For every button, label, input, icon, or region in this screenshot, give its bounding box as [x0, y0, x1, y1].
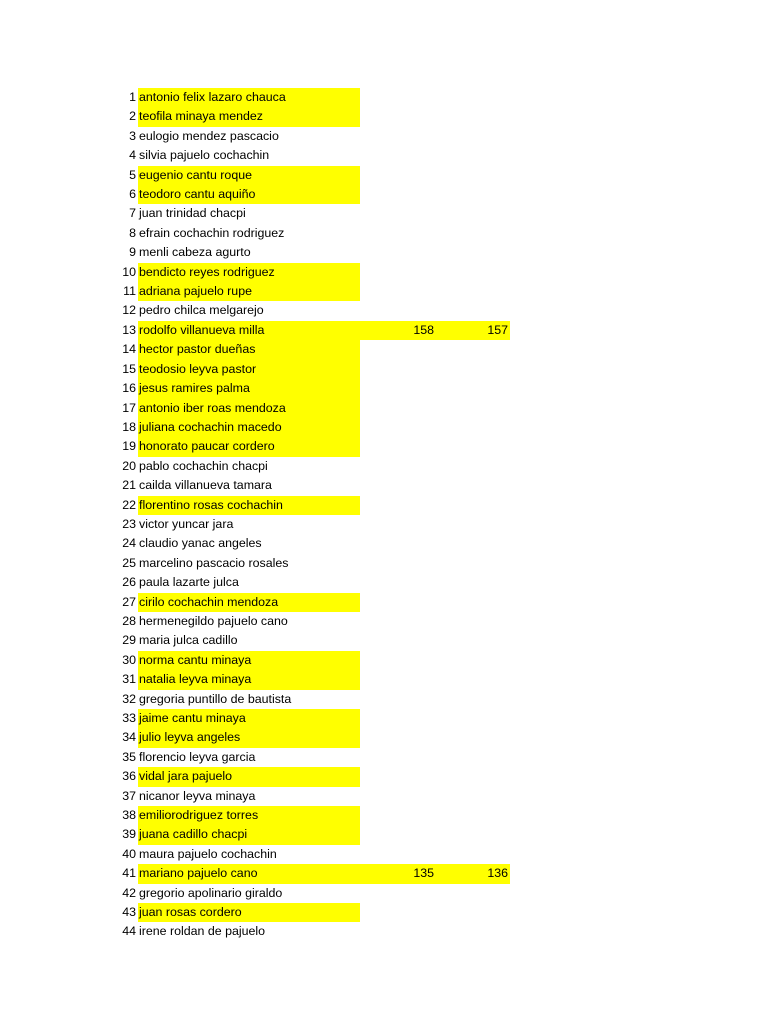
list-row	[0, 224, 768, 243]
row-name: julio leyva angeles	[138, 728, 360, 747]
list-row	[0, 690, 768, 709]
row-number: 28	[122, 613, 136, 628]
row-name: nicanor leyva minaya	[139, 788, 256, 803]
row-name: honorato paucar cordero	[138, 437, 360, 456]
row-name: juan rosas cordero	[138, 903, 360, 922]
row-name: florentino rosas cochachin	[138, 496, 360, 515]
row-number: 35	[122, 749, 136, 764]
list-row	[0, 437, 768, 456]
list-row	[0, 476, 768, 495]
list-row	[0, 166, 768, 185]
row-name: teodoro cantu aquiño	[138, 185, 360, 204]
row-number: 2	[129, 109, 136, 124]
row-number: 38	[122, 808, 136, 823]
row-number: 18	[122, 419, 136, 434]
row-name: jaime cantu minaya	[138, 709, 360, 728]
row-name: maria julca cadillo	[139, 633, 238, 648]
list-row	[0, 301, 768, 320]
row-number: 23	[122, 516, 136, 531]
row-number: 34	[122, 730, 136, 745]
row-number: 32	[122, 691, 136, 706]
list-row	[0, 263, 768, 282]
row-number: 41	[122, 866, 136, 881]
row-number: 36	[122, 769, 136, 784]
row-value-2: 157	[487, 322, 508, 337]
row-name: paula lazarte julca	[139, 575, 239, 590]
row-number: 42	[122, 885, 136, 900]
row-name: claudio yanac angeles	[139, 536, 262, 551]
row-name: cirilo cochachin mendoza	[138, 593, 360, 612]
list-row	[0, 496, 768, 515]
row-number: 21	[122, 478, 136, 493]
list-row	[0, 806, 768, 825]
list-row	[0, 593, 768, 612]
row-number: 8	[129, 225, 136, 240]
row-number: 17	[122, 400, 136, 415]
name-list	[0, 88, 768, 942]
list-row	[0, 767, 768, 786]
row-value-1: 135	[413, 866, 434, 881]
list-row	[0, 515, 768, 534]
row-name: cailda villanueva tamara	[139, 478, 272, 493]
row-name: antonio felix lazaro chauca	[138, 88, 360, 107]
row-number: 22	[122, 497, 136, 512]
row-number: 15	[122, 361, 136, 376]
row-name: jesus ramires palma	[138, 379, 360, 398]
list-row	[0, 340, 768, 359]
row-name: maura pajuelo cochachin	[139, 846, 277, 861]
list-row	[0, 88, 768, 107]
row-number: 13	[122, 322, 136, 337]
row-name: teodosio leyva pastor	[138, 360, 360, 379]
list-row	[0, 922, 768, 941]
row-name: adriana pajuelo rupe	[138, 282, 360, 301]
list-row	[0, 399, 768, 418]
list-row	[0, 573, 768, 592]
row-number: 29	[122, 633, 136, 648]
list-row	[0, 748, 768, 767]
row-name: gregoria puntillo de bautista	[139, 691, 292, 706]
list-row	[0, 185, 768, 204]
row-name: marcelino pascacio rosales	[139, 555, 289, 570]
row-name: juliana cochachin macedo	[138, 418, 360, 437]
row-name: hector pastor dueñas	[138, 340, 360, 359]
list-row	[0, 418, 768, 437]
list-row	[0, 825, 768, 844]
list-row	[0, 845, 768, 864]
list-row	[0, 379, 768, 398]
row-number: 44	[122, 924, 136, 939]
list-row	[0, 670, 768, 689]
list-row	[0, 282, 768, 301]
row-number: 37	[122, 788, 136, 803]
list-row	[0, 360, 768, 379]
row-name: eulogio mendez pascacio	[139, 128, 279, 143]
row-number: 1	[129, 90, 136, 104]
row-name: mariano pajuelo cano	[138, 864, 360, 883]
row-number: 19	[122, 439, 136, 454]
row-name: emiliorodriguez torres	[138, 806, 360, 825]
list-row	[0, 321, 768, 340]
row-number: 5	[129, 167, 136, 182]
row-number: 24	[122, 536, 136, 551]
row-name: vidal jara pajuelo	[138, 767, 360, 786]
row-value-2: 136	[487, 866, 508, 881]
row-number: 26	[122, 575, 136, 590]
row-number: 11	[123, 284, 136, 299]
list-row	[0, 534, 768, 553]
row-number: 27	[122, 594, 136, 609]
list-row	[0, 651, 768, 670]
row-number: 25	[122, 555, 136, 570]
row-number: 7	[129, 206, 136, 221]
list-row	[0, 554, 768, 573]
row-number: 9	[129, 245, 136, 260]
row-name: silvia pajuelo cochachin	[139, 148, 270, 163]
row-number: 31	[122, 672, 136, 687]
list-row	[0, 709, 768, 728]
row-name: efrain cochachin rodriguez	[139, 225, 285, 240]
row-number: 3	[129, 128, 136, 143]
list-row	[0, 457, 768, 476]
row-name: florencio leyva garcia	[139, 749, 256, 764]
row-name: natalia leyva minaya	[138, 670, 360, 689]
row-number: 10	[122, 264, 136, 279]
list-row	[0, 127, 768, 146]
row-number: 40	[122, 846, 136, 861]
row-number: 14	[122, 342, 136, 357]
list-row	[0, 903, 768, 922]
row-name: juan trinidad chacpi	[139, 206, 246, 221]
row-name: bendicto reyes rodriguez	[138, 263, 360, 282]
row-number: 33	[122, 711, 136, 725]
row-value-1: 158	[413, 322, 434, 337]
row-number: 12	[122, 303, 136, 318]
row-name: antonio iber roas mendoza	[138, 399, 360, 418]
list-row	[0, 243, 768, 262]
row-number: 16	[122, 381, 136, 396]
list-row	[0, 728, 768, 747]
row-name: victor yuncar jara	[139, 516, 234, 531]
list-row	[0, 612, 768, 631]
row-number: 39	[122, 827, 136, 842]
row-number: 20	[122, 458, 136, 473]
row-number: 6	[129, 187, 136, 202]
list-row	[0, 631, 768, 650]
list-row	[0, 787, 768, 806]
list-row	[0, 864, 768, 883]
row-name: hermenegildo pajuelo cano	[139, 613, 288, 628]
row-number: 4	[129, 148, 136, 163]
row-name: gregorio apolinario giraldo	[139, 885, 283, 900]
row-number: 43	[122, 905, 136, 920]
list-row	[0, 107, 768, 126]
list-row	[0, 204, 768, 223]
row-name: pablo cochachin chacpi	[139, 458, 268, 473]
list-row	[0, 146, 768, 165]
row-name: pedro chilca melgarejo	[139, 303, 264, 318]
list-row	[0, 884, 768, 903]
row-name: eugenio cantu roque	[138, 166, 360, 185]
row-name: rodolfo villanueva milla	[138, 321, 360, 340]
row-name: irene roldan de pajuelo	[139, 924, 266, 939]
row-name: teofila minaya mendez	[138, 107, 360, 126]
row-number: 30	[122, 652, 136, 667]
row-name: menli cabeza agurto	[139, 245, 251, 260]
row-name: norma cantu minaya	[138, 651, 360, 670]
row-name: juana cadillo chacpi	[138, 825, 360, 844]
